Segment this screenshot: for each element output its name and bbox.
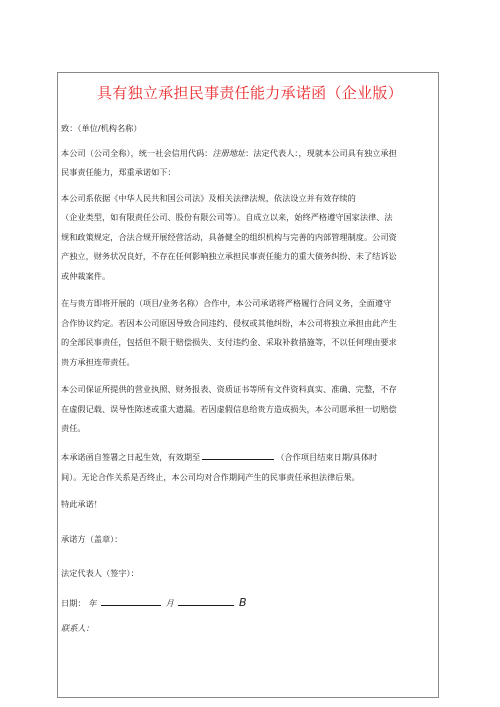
para5-line2: 间）。无论合作关系是否终止，本公司均对合作期间产生的民事责任承担法律后果。 [61, 472, 360, 482]
para4-line3: 责任。 [61, 423, 86, 433]
para2-line1: 本公司系依据《中华人民共和国公司法》及相关法律法规，依法设立并有效存续的 [61, 193, 356, 203]
contact-label: 联系人： [61, 623, 94, 633]
date-label: 日期： [61, 598, 86, 608]
para2-line4: 产独立，财务状况良好，不存在任何影响独立承担民事责任能力的重大债务纠纷、未了结诉讼 [61, 251, 397, 261]
para4-line2: 在虚假记载、误导性陈述或重大遗漏。若因虚假信息给贵方造成损失，本公司愿承担一切赔偿 [61, 404, 397, 414]
document-title: 具有独立承担民事责任能力承诺函（企业版） [96, 84, 403, 102]
para4-line1: 本公司保证所提供的营业执照、财务报表、资质证书等所有文件资料真实、准确、完整，不存 [61, 384, 397, 394]
para1-line1 [61, 148, 397, 159]
para5-line1-a: 本承诺函自签署之日起生效，有效期至 [61, 452, 201, 462]
para3-line1: 在与贵方即将开展的（项目/业务名称）合作中，本公司承诺将严格履行合同义务，全面遵守 [61, 298, 392, 308]
para1-line1-b: 注册地址 [212, 148, 246, 158]
day-label: B [239, 596, 247, 609]
closing-text: 特此承诺！ [61, 499, 102, 509]
para3-line4: 贵方承担连带责任。 [61, 357, 135, 367]
addressee: 致：（单位/机构名称） [61, 123, 142, 133]
month-blank[interactable] [101, 597, 161, 606]
para2-line3: 规和政策规定，合法合规开展经营活动，具备健全的组织机构与完善的内部管理制度。公司资 [61, 232, 397, 242]
date-row [61, 597, 247, 609]
legal-rep-signature-label: 法定代表人（签字）： [61, 568, 139, 578]
para3-line2: 合作协议约定。若因本公司原因导致合同违约、侵权或其他纠纷，本公司将独立承担由此产生 [61, 318, 397, 328]
validity-date-blank[interactable] [202, 451, 274, 460]
para3-line3: 的全部民事责任，包括但不限于赔偿损失、支付违约金、采取补救措施等，不以任何理由要求 [61, 337, 397, 347]
month-label: 月 [165, 598, 174, 608]
para2-line2: （企业类型，如有限责任公司、股份有限公司等）。自成立以来，始终严格遵守国家法律、法 [61, 212, 393, 222]
promisor-seal-label: 承诺方（盖章）： [61, 534, 123, 544]
para1-line1-c: ：法定代表人：，现就本公司具有独立承担 [245, 148, 397, 158]
para1-line1-a: 本公司（公司全称），统一社会信用代码： [61, 148, 213, 158]
para1-line2: 民事责任能力，郑重承诺如下： [61, 167, 176, 177]
day-blank[interactable] [178, 597, 234, 606]
para5-line1-b: （合作项目结束日期/具体时 [276, 452, 378, 462]
para2-line5: 或仲裁案件。 [61, 271, 111, 281]
year-label: 年 [88, 598, 97, 608]
para5-line1 [61, 451, 377, 463]
